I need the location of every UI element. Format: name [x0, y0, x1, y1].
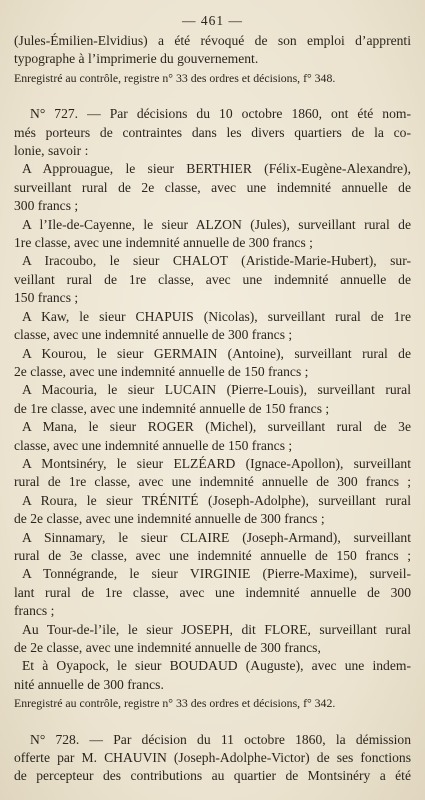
text-line: nité annuelle de 300 francs. — [14, 676, 164, 692]
text-line: classe, avec une indemnité annuelle de 300 francs ; — [14, 327, 293, 343]
text-line: N° 728. — Par décision du 11 octobre 1860, la démission — [30, 731, 411, 747]
text-line: 300 francs ; — [14, 198, 79, 214]
text-line: de 1re classe, avec une indemnité annuelle de 150 francs ; — [14, 400, 330, 416]
text-line: Enregistré au contrôle, registre n° 33 des ordres et décisions, f° 348. — [14, 70, 336, 85]
text-line: més porteurs de contraintes dans les divers quartiers de la co- — [14, 124, 411, 140]
text-line: lant rural de 1re classe, avec une indemnité annuelle de 300 — [14, 584, 411, 600]
section-gap — [14, 713, 411, 731]
text-line: rural de 1re classe, avec une indemnité annuelle de 300 francs ; — [14, 474, 411, 490]
text-line: de 2e classe, avec une indemnité annuelle de 300 francs ; — [14, 511, 325, 527]
text-line: 2e classe, avec une indemnité annuelle de 150 francs ; — [14, 363, 309, 379]
text-line: (Jules-Émilien-Elvidius) a été révoqué de son emploi d’apprenti — [14, 33, 411, 48]
text-body — [14, 32, 411, 786]
text-line: A Roura, le sieur TRÉNITÉ (Joseph-Adolphe), surveillant rural — [22, 492, 411, 508]
text-line: lonie, savoir : — [14, 143, 89, 159]
text-line: 1re classe, avec une indemnité annuelle de 300 francs ; — [14, 235, 313, 251]
text-line: offerte par M. CHAUVIN (Joseph-Adolphe-Victor) de ses fonctions — [14, 750, 411, 766]
text-line: A Montsinéry, le sieur ELZÉARD (Ignace-Apollon), surveillant — [22, 455, 411, 471]
text-line: A Sinnamary, le sieur CLAIRE (Joseph-Armand), surveillant — [22, 529, 411, 545]
text-line: veillant rural de 1re classe, avec une indemnité annuelle de — [14, 271, 411, 287]
text-line: francs ; — [14, 603, 55, 619]
text-line: A Approuague, le sieur BERTHIER (Félix-Eugène-Alexandre), — [22, 161, 411, 177]
text-line: A Kourou, le sieur GERMAIN (Antoine), surveillant rural de — [22, 345, 411, 361]
text-line: Au Tour-de-l’ile, le sieur JOSEPH, dit FLORE, surveillant rural — [22, 621, 411, 637]
text-line: 150 francs ; — [14, 290, 79, 306]
text-line: A Kaw, le sieur CHAPUIS (Nicolas), surveillant rural de 1re — [22, 308, 411, 324]
text-line: rural de 3e classe, avec une indemnité annuelle de 150 francs ; — [14, 547, 411, 563]
text-line: A Macouria, le sieur LUCAIN (Pierre-Louis), surveillant rural — [22, 382, 411, 398]
text-line: Enregistré au contrôle, registre n° 33 des ordres et décisions, f° 342. — [14, 696, 336, 711]
text-line: A l’Ile-de-Cayenne, le sieur ALZON (Jules), surveillant rural de — [22, 216, 411, 232]
text-line: typographe à l’imprimerie du gouvernement. — [14, 51, 259, 67]
text-line: de 2e classe, avec une indemnité annuelle de 300 francs, — [14, 640, 321, 655]
text-line: N° 727. — Par décisions du 10 octobre 1860, ont été nom- — [30, 106, 411, 122]
text-line: Et à Oyapock, le sieur BOUDAUD (Auguste), avec une indem- — [22, 658, 411, 674]
text-line: de percepteur des contributions au quartier de Montsinéry a été — [14, 768, 411, 784]
text-line: A Tonnégrande, le sieur VIRGINIE (Pierre-Maxime), surveil- — [22, 566, 411, 582]
text-line: A Mana, le sieur ROGER (Michel), surveillant rural de 3e — [22, 419, 411, 435]
page-number: — 461 — — [182, 13, 243, 28]
text-line: surveillant rural de 2e classe, avec une indemnité annuelle de — [14, 179, 411, 195]
section-gap — [14, 87, 411, 105]
text-line: A Iracoubo, le sieur CHALOT (Aristide-Marie-Hubert), sur- — [22, 253, 411, 269]
text-line: classe, avec une indemnité annuelle de 150 francs ; — [14, 437, 293, 453]
